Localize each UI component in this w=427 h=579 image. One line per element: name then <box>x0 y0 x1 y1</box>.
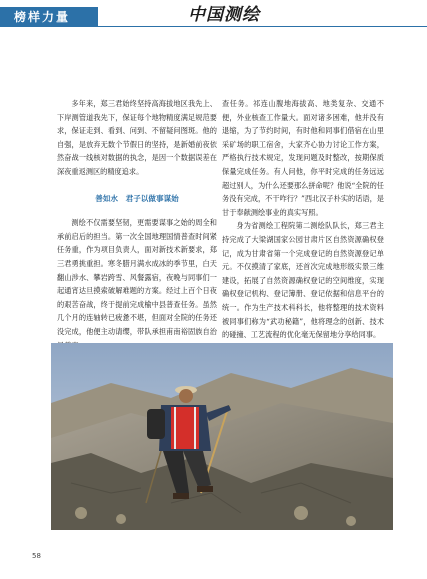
page-header <box>0 0 427 33</box>
article-paragraph: 测绘不仅需要坚韧，更需要谋事之始的周全和承前启后的担当。第一次全国地理国情普查时间紧任务重，作为项目负责人，面对新技术新要求，郑三君勇挑重担。寒冬腊月满水成冰的季节里，白天翻山涉水、攀岩跨雪、风餐露宿，夜晚与同事们一起通宵达旦摸索破解难题的方案。经过上百个日夜的艰苦奋战，终于提前完成榆中县普查任务。虽然几个月的连轴转已疲惫不堪，但面对全院的任务还没完成，他便主动请缨，带队承担甫南裕固族自治 <box>57 218 217 336</box>
page-number: 58 <box>32 552 41 560</box>
magazine-logo: 中国测绘 <box>188 5 260 25</box>
article-paragraph: 多年来，郑三君始终坚持高海拔地区我先上、下岸测管道我先下，保证每个地物精度满足规范要求，保证走到、看到、问到、不留疑问图斑。他的自强，是放弃无数个节假日的坚持，是新婚前夜依然奋战一线核对数据的执念，是因一个数据误差在深夜重返测区的精度追求。 <box>57 99 217 176</box>
article-paragraph: 身为省测绘工程院第二测绘队队长，郑三君主持完成了大梁湖国家公园甘肃片区自然资源确权登记，成为甘肃省第一个完成登记的自然资源登记单元。不仅摸清了家底，还首次完成地形级实景三维建设，拓展了自然资源确权登记的空间维度，实现确权登记机构、登记簿册、登记依据和信息平台的统一。作为生产技术科科长，他将整理的技术资料被同事们称为“武功秘籍”，他将理念的创新、技术的碰撞、工艺流程的优化毫无保留地分享给同事。 <box>222 221 384 340</box>
header-rule <box>98 26 427 27</box>
photo-illustration <box>51 343 393 530</box>
surveyor-photo <box>51 343 393 530</box>
article-left-column <box>57 97 217 352</box>
article-paragraph: 查任务。祁连山腹地海拔高、地类复杂、交通不便，外业核查工作量大。面对诸多困难，他并没有退缩，为了节约时间，有时他和同事们借宿在山里采矿场的职工宿舍，大家齐心协力讨论工作方案，严格执行技术规定，发现问题及时整改，按期保质保量完成任务。有人问他，你平时完成的任务远远超过别人，为什么还要那么拼命呢？他说“全院的任务没有完成，不干咋行？”西北汉子朴实的话语，是甘于奉献测绘事业的真实写照。 <box>222 99 384 217</box>
article-subheading: 善如水 君子以做事谋始 <box>95 193 179 203</box>
article-right-column <box>222 97 384 342</box>
section-label: 榜样力量 <box>0 7 98 27</box>
